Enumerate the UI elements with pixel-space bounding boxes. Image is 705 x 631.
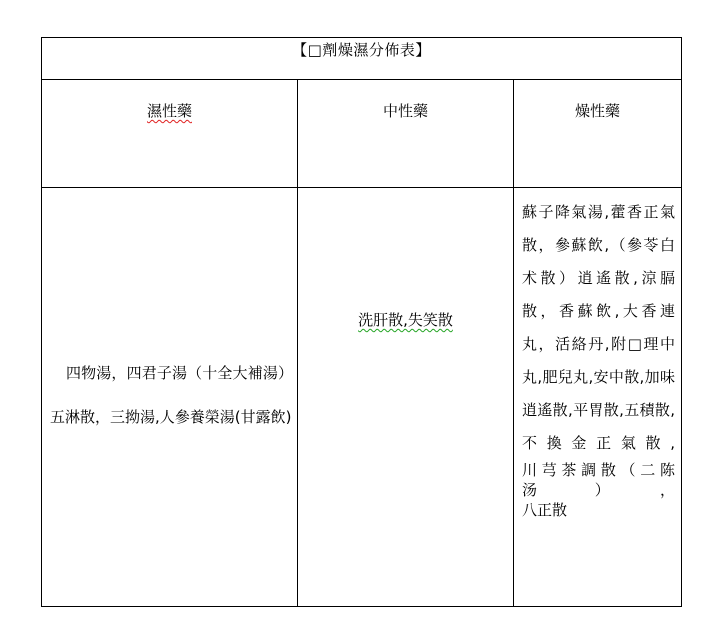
header-dry: 燥性藥 xyxy=(574,102,620,120)
header-cell-wet xyxy=(42,80,298,188)
dry-formulas-tail-line-1: 川芎茶調散（二陈汤）， xyxy=(522,461,675,499)
cell-neutral-formulas xyxy=(298,188,514,607)
table-title: 【□劑燥濕分佈表】 xyxy=(292,41,431,59)
body-row xyxy=(42,188,682,607)
cell-wet-formulas xyxy=(42,188,298,607)
neutral-formulas-value: 洗肝散,失笑散 xyxy=(358,311,453,329)
cell-dry-formulas xyxy=(514,188,682,607)
title-row xyxy=(42,38,682,80)
dry-formulas-text: 蘇子降氣湯,藿香正氣散，參蘇飲,（參苓白术散）逍遙散,涼膈散，香蘇飲,大香連丸，活絡丹,附□理中丸,肥兒丸,安中散,加味逍遙散,平胃散,五積散,不換金正氣散, xyxy=(522,203,675,452)
header-neutral: 中性藥 xyxy=(382,102,428,120)
wet-formulas-text: 四物湯，四君子湯（十全大補湯）五淋散，三拗湯,人參養榮湯(甘露飲) xyxy=(50,364,293,426)
table-title-cell xyxy=(42,38,682,80)
header-cell-dry xyxy=(514,80,682,188)
header-cell-neutral xyxy=(298,80,514,188)
neutral-formulas-text xyxy=(298,309,513,330)
dry-formulas-tail-line-2: 八正散 xyxy=(522,501,568,519)
dry-formulas-tail xyxy=(514,460,681,520)
header-row xyxy=(42,80,682,188)
distribution-table xyxy=(41,37,682,607)
header-wet: 濕性藥 xyxy=(146,102,192,120)
